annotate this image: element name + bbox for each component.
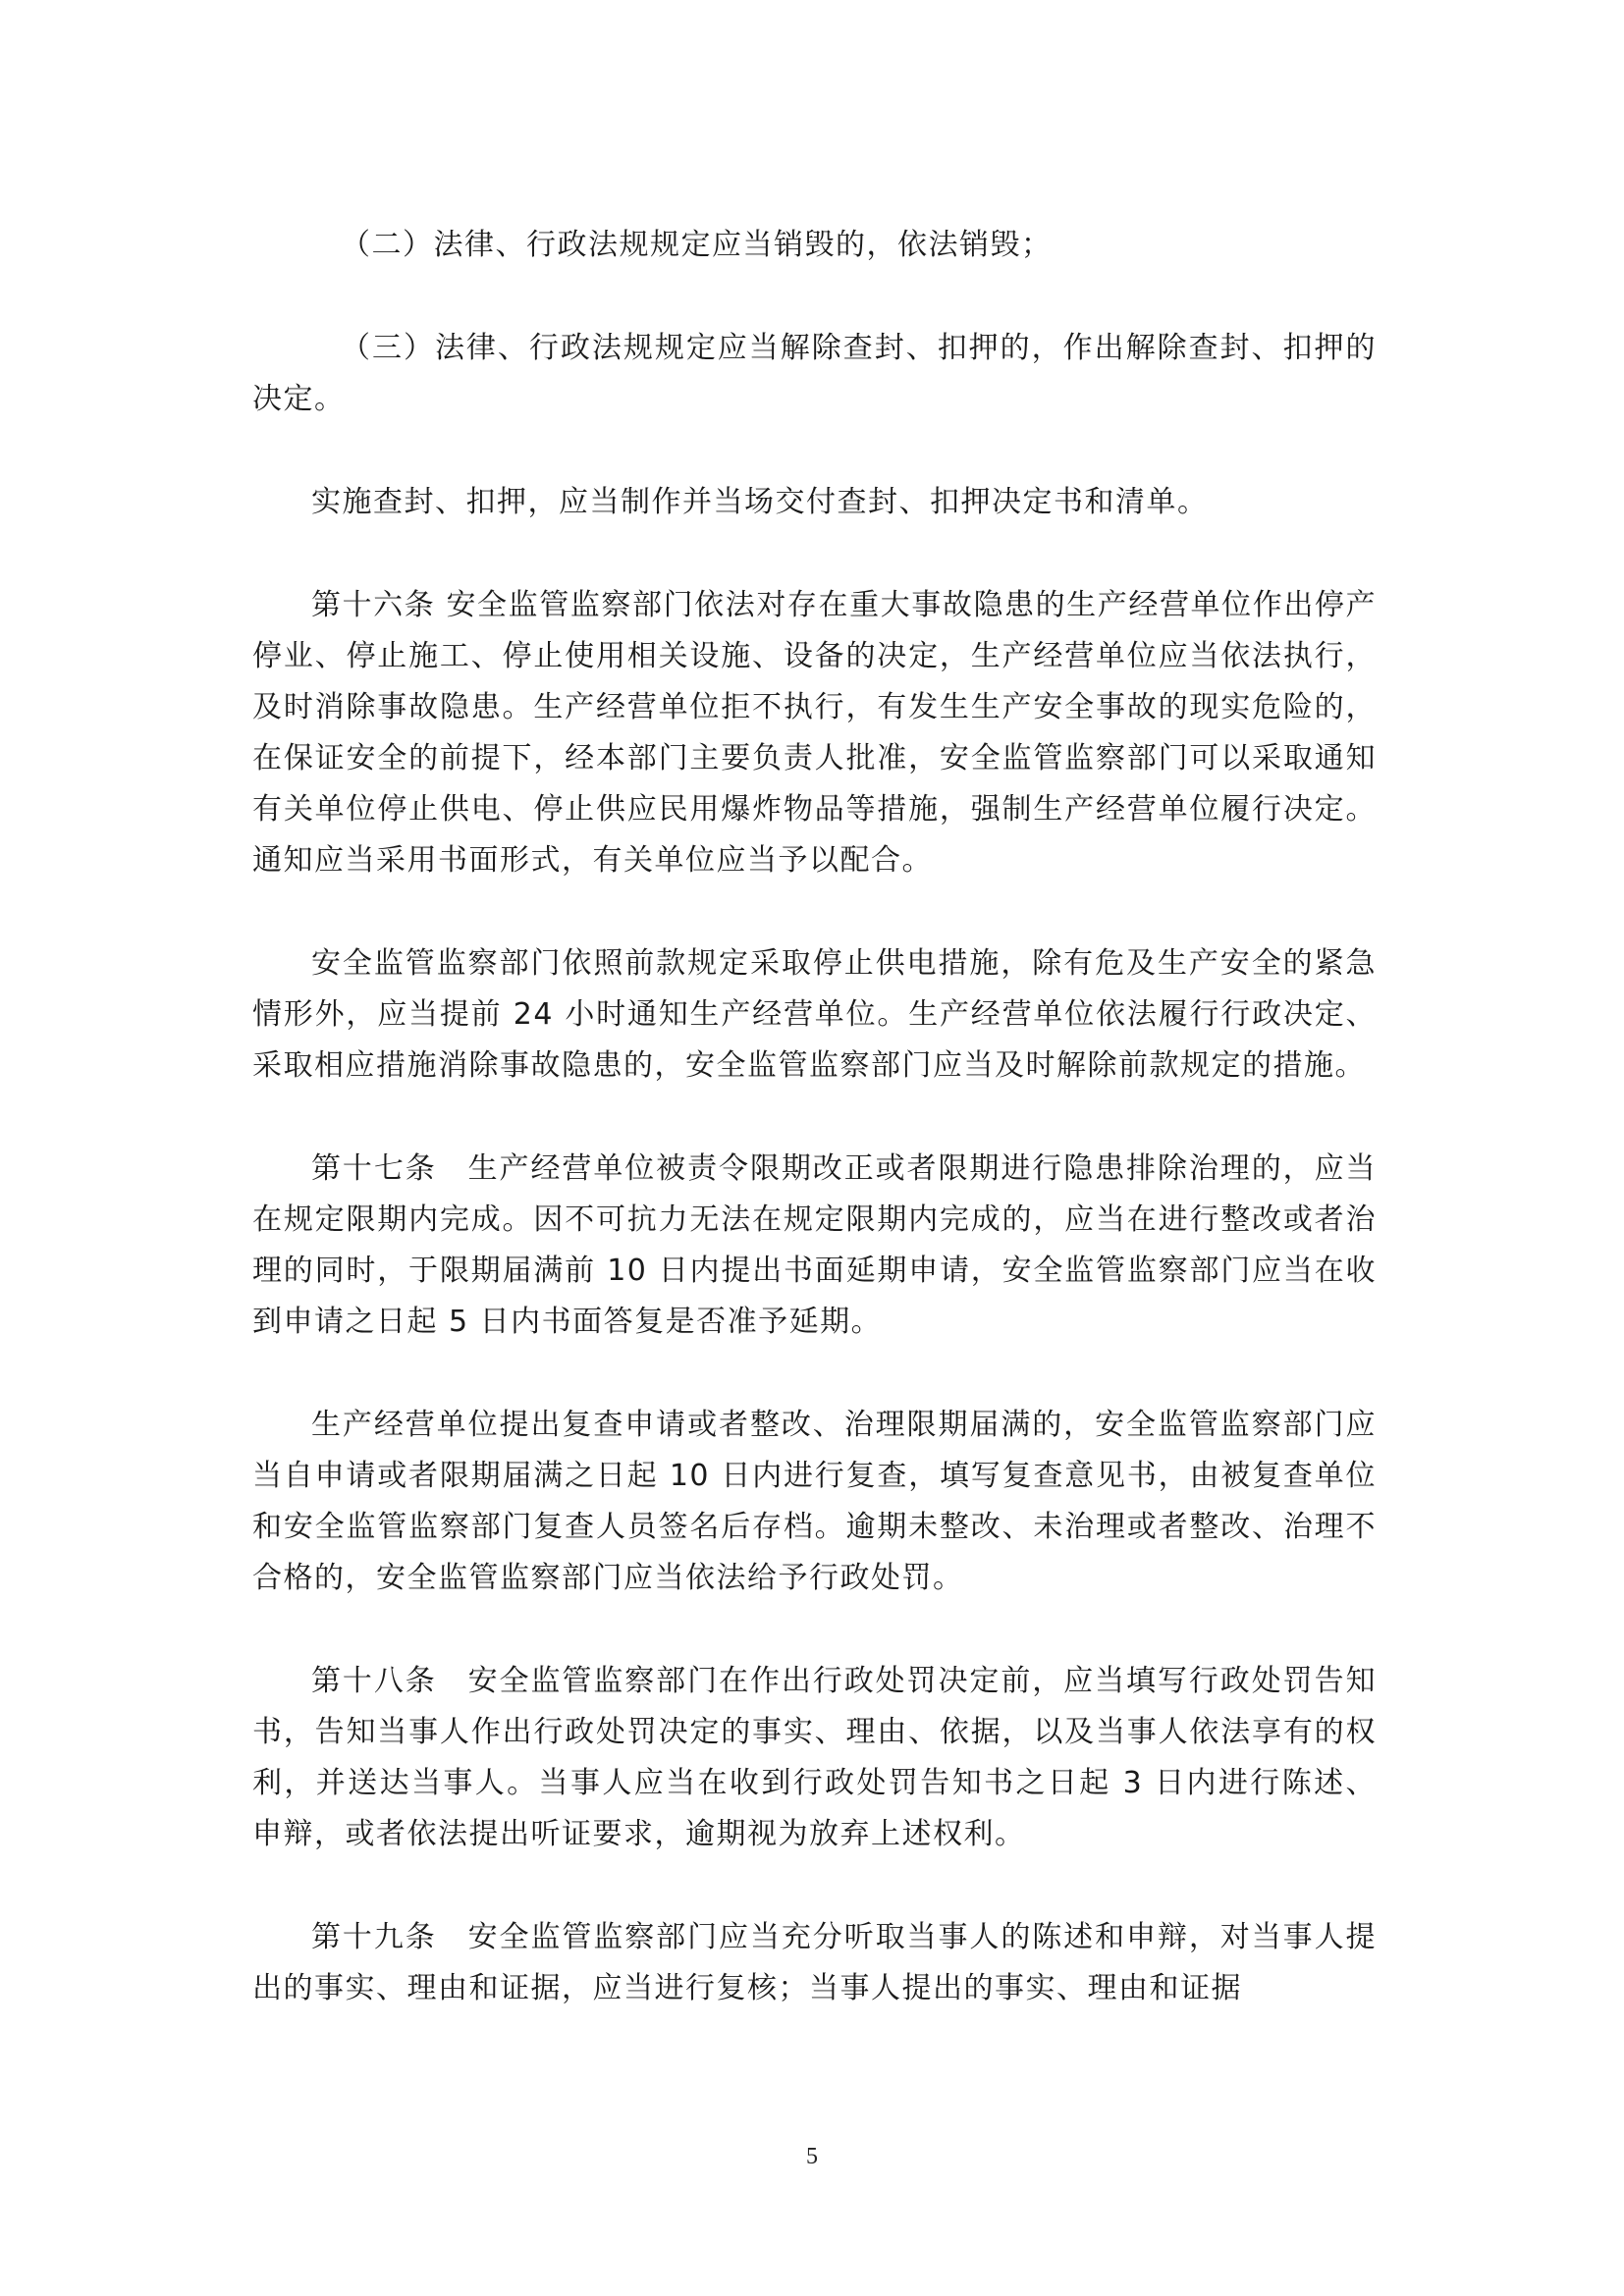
paragraph-item-3-release: （三）法律、行政法规规定应当解除查封、扣押的，作出解除查封、扣押的决定。 [252, 331, 1377, 416]
paragraph-review-application: 生产经营单位提出复查申请或者整改、治理限期届满的，安全监管监察部门应当自申请或者限期届满之日起 10 日内进行复查，填写复查意见书，由被复查单位和安全监管监察部门复查人员签名后存档。逾期未整改、未治理或者整改、治理不合格的，安全监管监察部门应当依法给予行政处罚。 [252, 1408, 1377, 1595]
paragraph-article-19: 第十九条 安全监管监察部门应当充分听取当事人的陈述和申辩，对当事人提出的事实、理由和证据，应当进行复核；当事人提出的事实、理由和证据 [252, 1920, 1377, 2005]
paragraph-seizure-notice: 实施查封、扣押，应当制作并当场交付查封、扣押决定书和清单。 [311, 485, 1209, 519]
page-number: 5 [806, 2144, 818, 2169]
paragraph-article-17: 第十七条 生产经营单位被责令限期改正或者限期进行隐患排除治理的，应当在规定限期内完成。因不可抗力无法在规定限期内完成的，应当在进行整改或者治理的同时，于限期届满前 10 日内提出书面延期申请，安全监管监察部门应当在收到申请之日起 5 日内书面答复是否准予延期。 [252, 1151, 1377, 1339]
paragraph-article-18: 第十八条 安全监管监察部门在作出行政处罚决定前，应当填写行政处罚告知书，告知当事人作出行政处罚决定的事实、理由、依据，以及当事人依法享有的权利，并送达当事人。当事人应当在收到行政处罚告知书之日起 3 日内进行陈述、申辩，或者依法提出听证要求，逾期视为放弃上述权利。 [252, 1664, 1377, 1851]
paragraph-power-cut-notice: 安全监管监察部门依照前款规定采取停止供电措施，除有危及生产安全的紧急情形外，应当提前 24 小时通知生产经营单位。生产经营单位依法履行行政决定、采取相应措施消除事故隐患的，安全监管监察部门应当及时解除前款规定的措施。 [252, 946, 1377, 1083]
paragraph-item-2-destroy: （二）法律、行政法规规定应当销毁的，依法销毁； [341, 228, 1053, 262]
body-text [252, 220, 1377, 2066]
paragraph-article-16: 第十六条 安全监管监察部门依法对存在重大事故隐患的生产经营单位作出停产停业、停止施工、停止使用相关设施、设备的决定，生产经营单位应当依法执行，及时消除事故隐患。生产经营单位拒不执行，有发生生产安全事故的现实危险的，在保证安全的前提下，经本部门主要负责人批准，安全监管监察部门可以采取通知有关单位停止供电、停止供应民用爆炸物品等措施，强制生产经营单位履行决定。通知应当采用书面形式，有关单位应当予以配合。 [252, 588, 1377, 878]
